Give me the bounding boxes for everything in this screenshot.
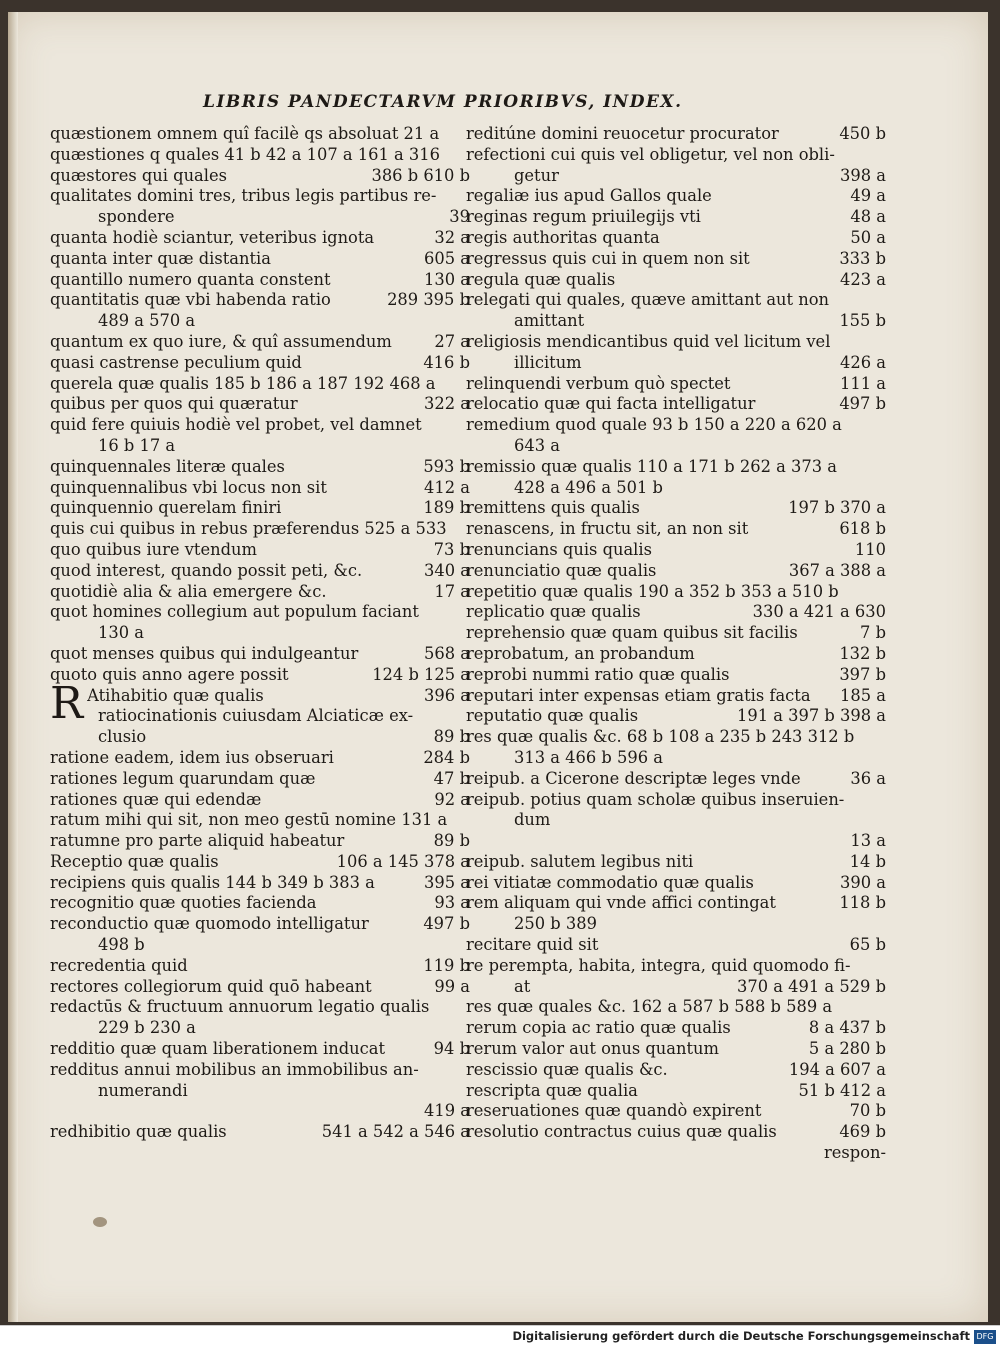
funding-notice: Digitalisierung gefördert durch die Deutsche Forschungsgemeinschaft: [512, 1329, 970, 1343]
entry-reference: 189 b: [423, 498, 470, 518]
entry-reference: 469 b: [839, 1122, 886, 1142]
entry-reference: 27 a: [434, 331, 470, 351]
index-entry: [466, 956, 886, 977]
entry-reference: 110: [854, 539, 886, 559]
entry-reference: 13 a: [850, 831, 886, 851]
entry-text: qualitates domini tres, tribus legis partibus re-: [50, 186, 437, 206]
entry-reference: 106 a 145 378 a: [336, 851, 470, 871]
index-entry: [50, 249, 470, 270]
entry-reference: 89 b: [433, 727, 470, 747]
index-entry: [50, 935, 470, 956]
index-entry: [50, 810, 470, 831]
index-entry: [466, 124, 886, 145]
entry-reference: 386 b 610 b: [371, 165, 470, 185]
book-page: [8, 12, 988, 1322]
entry-text: recipiens quis qualis 144 b 349 b 383 a: [50, 872, 375, 892]
entry-reference: 330 a 421 a 630: [752, 602, 886, 622]
entry-reference: 284 b: [423, 747, 470, 767]
entry-text: regis authoritas quanta: [466, 227, 660, 247]
entry-reference: 185 a: [840, 685, 886, 705]
index-entry: [466, 457, 886, 478]
index-entry: [50, 436, 470, 457]
entry-text: 313 a 466 b 596 a: [514, 747, 663, 767]
entry-reference: 155 b: [839, 311, 886, 331]
index-entry: [50, 332, 470, 353]
entry-reference: 17 a: [434, 581, 470, 601]
index-column-right: [466, 124, 886, 1164]
entry-text: querela quæ qualis 185 b 186 a 187 192 468 a: [50, 373, 436, 393]
entry-text: res quæ qualis &c. 68 b 108 a 235 b 243 312 b: [466, 727, 855, 747]
entry-text: re perempta, habita, integra, quid quomodo fi-: [466, 955, 851, 975]
entry-text: quasi castrense peculium quid: [50, 352, 302, 372]
index-entry: [50, 1081, 470, 1102]
entry-reference: 593 b: [423, 456, 470, 476]
index-entry: [466, 935, 886, 956]
index-entry: [466, 394, 886, 415]
index-entry: [50, 852, 470, 873]
index-entry: [50, 415, 470, 436]
index-entry: [466, 478, 886, 499]
entry-reference: 89 b: [433, 831, 470, 851]
index-entry: [50, 914, 470, 935]
entry-text: recitare quid sit: [466, 935, 599, 955]
entry-reference: 93 a: [434, 893, 470, 913]
index-entry: [466, 769, 886, 790]
entry-text: religiosis mendicantibus quid vel licitum vel: [466, 331, 831, 351]
index-entry: [50, 623, 470, 644]
index-entry: [466, 977, 886, 998]
index-entry: [50, 706, 470, 727]
entry-reference: 7 b: [860, 623, 886, 643]
entry-reference: 568 a: [424, 643, 470, 663]
entry-text: rectores collegiorum quid quō habeant: [50, 976, 372, 996]
entry-reference: 397 b: [839, 664, 886, 684]
index-entry: [50, 394, 470, 415]
entry-reference: 73 b: [433, 539, 470, 559]
drop-capital: R: [50, 677, 84, 729]
entry-text: quotidiè alia & alia emergere &c.: [50, 581, 327, 601]
entry-reference: 450 b: [839, 124, 886, 143]
entry-reference: 32 a: [434, 227, 470, 247]
index-entry: [466, 582, 886, 603]
index-entry: [466, 436, 886, 457]
entry-reference: 396 a: [424, 685, 470, 705]
entry-reference: 412 a: [424, 477, 470, 497]
entry-text: rescissio quæ qualis &c.: [466, 1059, 668, 1079]
index-entry: [50, 893, 470, 914]
index-entry: [466, 873, 886, 894]
entry-text: quot homines collegium aut populum faciant: [50, 602, 419, 622]
index-entry: [466, 893, 886, 914]
index-entry: [466, 686, 886, 707]
entry-text: redditio quæ quam liberationem inducat: [50, 1039, 386, 1059]
entry-text: 498 b: [98, 935, 145, 955]
entry-text: getur: [514, 165, 559, 185]
index-entry: [466, 831, 886, 852]
index-entry: [50, 582, 470, 603]
entry-text: redhibitio quæ qualis: [50, 1122, 227, 1142]
entry-text: quoto quis anno agere possit: [50, 664, 289, 684]
index-entry: [50, 290, 470, 311]
index-entry: [50, 457, 470, 478]
entry-text: reginas regum priuilegijs vti: [466, 207, 701, 227]
index-entry: [466, 790, 886, 811]
index-entry: [466, 727, 886, 748]
index-entry: [466, 665, 886, 686]
index-entry: [466, 997, 886, 1018]
entry-text: reputatio quæ qualis: [466, 706, 639, 726]
index-entry: [50, 186, 470, 207]
entry-text: reprobi nummi ratio quæ qualis: [466, 664, 730, 684]
index-entry: [50, 644, 470, 665]
index-entry: [466, 166, 886, 187]
entry-reference: 605 a: [424, 248, 470, 268]
entry-text: quanta inter quæ distantia: [50, 248, 271, 268]
index-entry: [50, 207, 470, 228]
entry-text: amittant: [514, 311, 585, 331]
index-entry: [50, 1039, 470, 1060]
entry-reference: 14 b: [849, 851, 886, 871]
entry-text: quæstionem omnem quî facilè qs absoluat 21 a: [50, 124, 440, 143]
index-entry: [50, 769, 470, 790]
index-entry: [466, 810, 886, 831]
index-entry: [466, 415, 886, 436]
entry-text: spondere: [98, 207, 175, 227]
index-entry: [50, 1101, 470, 1122]
index-entry: [466, 311, 886, 332]
index-entry: [466, 561, 886, 582]
index-entry: [466, 353, 886, 374]
index-entry: [466, 540, 886, 561]
entry-text: 489 a 570 a: [98, 311, 196, 331]
entry-text: 643 a: [514, 435, 560, 455]
index-entry: [466, 644, 886, 665]
index-entry: [50, 1122, 470, 1143]
index-entry: [466, 270, 886, 291]
index-entry: [466, 332, 886, 353]
entry-text: renascens, in fructu sit, an non sit: [466, 519, 749, 539]
index-entry: [50, 228, 470, 249]
entry-text: remissio quæ qualis 110 a 171 b 262 a 373 a: [466, 456, 837, 476]
catchword: [466, 1143, 886, 1164]
index-entry: [466, 1081, 886, 1102]
index-entry: [50, 561, 470, 582]
index-entry: [50, 311, 470, 332]
entry-reference: 416 b: [423, 352, 470, 372]
entry-text: rescripta quæ qualia: [466, 1080, 638, 1100]
footer-bar: [0, 1325, 1000, 1348]
entry-text: quid fere quiuis hodiè vel probet, vel damnet: [50, 415, 422, 435]
index-entry: [466, 207, 886, 228]
entry-text: quo quibus iure vtendum: [50, 539, 257, 559]
entry-text: numerandi: [98, 1080, 188, 1100]
entry-text: ratumne pro parte aliquid habeatur: [50, 831, 345, 851]
entry-text: Atihabitio quæ qualis: [87, 685, 264, 705]
entry-text: reipub. salutem legibus niti: [466, 851, 694, 871]
entry-reference: 497 b: [423, 914, 470, 934]
entry-reference: 395 a: [424, 872, 470, 892]
index-entry: [466, 290, 886, 311]
entry-text: remittens quis qualis: [466, 498, 640, 518]
entry-text: quinquennalibus vbi locus non sit: [50, 477, 327, 497]
entry-text: ratiocinationis cuiusdam Alciaticæ ex-: [98, 706, 414, 726]
index-entry: [50, 1060, 470, 1081]
entry-text: ratum mihi qui sit, non meo gestū nomine 131 a: [50, 810, 448, 830]
entry-reference: 47 b: [433, 768, 470, 788]
entry-text: reputari inter expensas etiam gratis facta: [466, 685, 811, 705]
entry-reference: 50 a: [850, 227, 886, 247]
entry-reference: 419 a: [424, 1101, 470, 1121]
entry-reference: 39: [449, 207, 470, 227]
entry-text: rei vitiatæ commodatio quæ qualis: [466, 872, 754, 892]
index-entry: [50, 665, 470, 686]
paper-stain: [93, 1217, 107, 1227]
entry-reference: 191 a 397 b 398 a: [737, 706, 886, 726]
index-entry: [50, 727, 470, 748]
index-entry: [466, 249, 886, 270]
entry-reference: 49 a: [850, 186, 886, 206]
entry-reference: 48 a: [850, 207, 886, 227]
index-entry: [50, 748, 470, 769]
index-entry: [50, 956, 470, 977]
index-entry: [50, 540, 470, 561]
index-entry: [466, 602, 886, 623]
entry-reference: 36 a: [850, 768, 886, 788]
entry-reference: 70 b: [849, 1101, 886, 1121]
index-entry: [50, 873, 470, 894]
entry-reference: 618 b: [839, 519, 886, 539]
entry-reference: 118 b: [839, 893, 886, 913]
entry-text: at: [514, 976, 531, 996]
entry-text: quæstores qui quales: [50, 165, 227, 185]
entry-reference: 340 a: [424, 560, 470, 580]
index-entry: [466, 145, 886, 166]
entry-reference: 322 a: [424, 394, 470, 414]
entry-text: quinquennio querelam finiri: [50, 498, 282, 518]
entry-reference: 194 a 607 a: [788, 1059, 886, 1079]
entry-text: recognitio quæ quoties facienda: [50, 893, 317, 913]
index-entry: [50, 374, 470, 395]
entry-reference: 398 a: [840, 165, 886, 185]
entry-text: rerum valor aut onus quantum: [466, 1039, 719, 1059]
entry-text: reseruationes quæ quandò expirent: [466, 1101, 762, 1121]
index-entry: [50, 602, 470, 623]
index-entry: [50, 270, 470, 291]
entry-text: quantillo numero quanta constent: [50, 269, 331, 289]
entry-text: rationes quæ qui edendæ: [50, 789, 262, 809]
index-entry: [466, 228, 886, 249]
entry-text: clusio: [98, 727, 147, 747]
entry-text: quod interest, quando possit peti, &c.: [50, 560, 363, 580]
entry-reference: 51 b 412 a: [798, 1080, 886, 1100]
entry-reference: 497 b: [839, 394, 886, 414]
entry-text: reditúne domini reuocetur procurator: [466, 124, 779, 143]
entry-text: renunciatio quæ qualis: [466, 560, 657, 580]
entry-text: relegati qui quales, quæve amittant aut non: [466, 290, 830, 310]
entry-text: quibus per quos qui quæratur: [50, 394, 298, 414]
entry-reference: 65 b: [849, 935, 886, 955]
entry-text: ratione eadem, idem ius obseruari: [50, 747, 334, 767]
entry-text: quot menses quibus qui indulgeantur: [50, 643, 359, 663]
entry-reference: 111 a: [840, 373, 886, 393]
index-entry: [50, 997, 470, 1018]
index-entry: [50, 519, 470, 540]
entry-text: 16 b 17 a: [98, 435, 176, 455]
index-entry: [466, 1018, 886, 1039]
entry-text: reipub. potius quam scholæ quibus inseruien-: [466, 789, 845, 809]
entry-reference: 99 a: [434, 976, 470, 996]
index-entry: [466, 623, 886, 644]
index-entry: [466, 186, 886, 207]
index-entry: [466, 1039, 886, 1060]
entry-text: regressus quis cui in quem non sit: [466, 248, 750, 268]
index-column-left: [50, 124, 470, 1143]
entry-reference: 289 395 b: [387, 290, 470, 310]
index-entry: [466, 498, 886, 519]
entry-text: Receptio quæ qualis: [50, 851, 219, 871]
entry-text: reprobatum, an probandum: [466, 643, 695, 663]
entry-text: replicatio quæ qualis: [466, 602, 641, 622]
index-entry: [50, 831, 470, 852]
index-entry: [466, 852, 886, 873]
index-entry: [466, 519, 886, 540]
entry-text: 229 b 230 a: [98, 1018, 196, 1038]
entry-text: resolutio contractus cuius quæ qualis: [466, 1122, 777, 1142]
entry-text: regaliæ ius apud Gallos quale: [466, 186, 712, 206]
entry-reference: 333 b: [839, 248, 886, 268]
catchword-text: respon-: [824, 1143, 886, 1163]
entry-reference: 197 b 370 a: [788, 498, 886, 518]
entry-reference: 119 b: [423, 955, 470, 975]
entry-reference: 5 a 280 b: [808, 1039, 886, 1059]
entry-text: rerum copia ac ratio quæ qualis: [466, 1018, 731, 1038]
index-entry: [50, 124, 470, 145]
dfg-logo: DFG: [974, 1330, 996, 1344]
entry-text: quæstiones q quales 41 b 42 a 107 a 161 a 316: [50, 144, 440, 164]
entry-text: rationes legum quarundam quæ: [50, 768, 316, 788]
entry-reference: 390 a: [840, 872, 886, 892]
entry-reference: 8 a 437 b: [808, 1018, 886, 1038]
entry-text: remedium quod quale 93 b 150 a 220 a 620 a: [466, 415, 842, 435]
index-entry: [466, 706, 886, 727]
entry-text: relinquendi verbum quò spectet: [466, 373, 731, 393]
entry-text: renuncians quis qualis: [466, 539, 652, 559]
entry-text: illicitum: [514, 352, 582, 372]
entry-text: regula quæ qualis: [466, 269, 616, 289]
entry-text: 428 a 496 a 501 b: [514, 477, 663, 497]
entry-text: redditus annui mobilibus an immobilibus an-: [50, 1059, 419, 1079]
index-entry: [466, 1122, 886, 1143]
entry-text: quantum ex quo iure, & quî assumendum: [50, 331, 392, 351]
entry-reference: 370 a 491 a 529 b: [737, 976, 886, 996]
entry-text: redactūs & fructuum annuorum legatio qualis: [50, 997, 430, 1017]
entry-text: repetitio quæ qualis 190 a 352 b 353 a 510 b: [466, 581, 839, 601]
entry-text: quanta hodiè sciantur, veteribus ignota: [50, 227, 375, 247]
entry-reference: 130 a: [424, 269, 470, 289]
index-entry: [466, 374, 886, 395]
index-entry: [466, 748, 886, 769]
entry-text: 250 b 389: [514, 914, 597, 934]
entry-reference: 92 a: [434, 789, 470, 809]
entry-text: quis cui quibus in rebus præferendus 525 a 533: [50, 519, 447, 539]
index-entry: [50, 790, 470, 811]
index-entry: [50, 1018, 470, 1039]
index-entry: [50, 498, 470, 519]
entry-text: reprehensio quæ quam quibus sit facilis: [466, 623, 798, 643]
running-header: LIBRIS PANDECTARVM PRIORIBVS, INDEX.: [203, 92, 683, 112]
index-entry: [50, 977, 470, 998]
entry-text: quantitatis quæ vbi habenda ratio: [50, 290, 331, 310]
index-entry: [50, 478, 470, 499]
entry-text: reipub. a Cicerone descriptæ leges vnde: [466, 768, 801, 788]
entry-text: 130 a: [98, 623, 144, 643]
entry-text: recredentia quid: [50, 955, 188, 975]
index-entry: [466, 1101, 886, 1122]
entry-reference: 541 a 542 a 546 a: [321, 1122, 470, 1142]
index-entry: [50, 145, 470, 166]
entry-text: quinquennales literæ quales: [50, 456, 285, 476]
index-entry: [466, 1060, 886, 1081]
entry-text: relocatio quæ qui facta intelligatur: [466, 394, 756, 414]
entry-text: dum: [514, 810, 551, 830]
entry-text: reconductio quæ quomodo intelligatur: [50, 914, 369, 934]
index-entry: [50, 353, 470, 374]
entry-text: refectioni cui quis vel obligetur, vel non obli-: [466, 144, 835, 164]
entry-reference: 367 a 388 a: [788, 560, 886, 580]
entry-reference: 132 b: [839, 643, 886, 663]
index-entry: [466, 914, 886, 935]
entry-text: res quæ quales &c. 162 a 587 b 588 b 589 a: [466, 997, 833, 1017]
entry-reference: 423 a: [840, 269, 886, 289]
entry-text: rem aliquam qui vnde affici contingat: [466, 893, 776, 913]
entry-reference: 426 a: [840, 352, 886, 372]
entry-reference: 124 b 125 a: [372, 664, 470, 684]
entry-reference: 94 b: [433, 1039, 470, 1059]
index-entry: [50, 166, 470, 187]
